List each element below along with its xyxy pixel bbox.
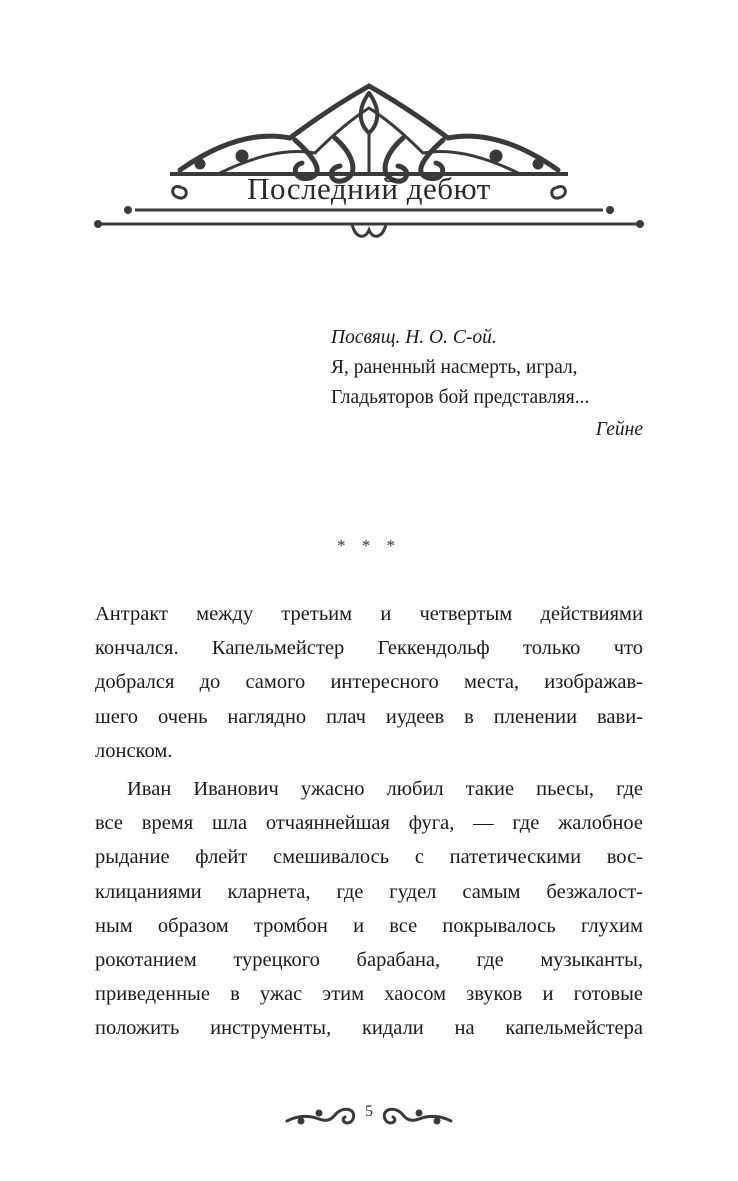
text-line: добрался до самого интересного места, изображав- (95, 671, 643, 694)
text-line: рокотанием турецкого барабана, где музыканты, (95, 949, 643, 972)
text-line: лонском. (95, 739, 173, 762)
chapter-title: Последний дебют (247, 171, 491, 206)
header-ornament (90, 78, 648, 248)
body-text (95, 597, 643, 1046)
paragraph (95, 597, 643, 768)
text-line: рыдание флейт смешивалось с патетическими вос- (95, 846, 643, 869)
text-line: все время шла отчаяннейшая фуга, — где жалобное (95, 812, 643, 835)
text-line: шего очень наглядно плач иудеев в пленении вави- (95, 705, 643, 728)
epigraph-dedication: Посвящ. Н. О. С-ой. (331, 327, 497, 348)
text-line: положить инструменты, кидали на капельмейстера (95, 1017, 643, 1040)
epigraph-author: Гейне (595, 419, 643, 440)
text-line: кончался. Капельмейстер Геккендольф только что (95, 637, 643, 660)
text-line: Иван Иванович ужасно любил такие пьесы, где (127, 778, 643, 801)
epigraph-line: Гладьяторов бой представляя... (331, 387, 590, 408)
text-line: ным образом тромбон и все покрывалось глухим (95, 914, 643, 937)
text-line: приведенные в ужас этим хаосом звуков и готовые (95, 983, 643, 1006)
paragraph (95, 772, 643, 1046)
text-line: клицаниями кларнета, где гудел самым безжалост- (95, 880, 643, 903)
text-line: Антракт между третьим и четвертым действиями (95, 603, 643, 625)
epigraph-line: Я, раненный насмерть, играл, (331, 357, 578, 378)
page-number: 5 (365, 1103, 373, 1120)
section-separator: * * * (337, 536, 401, 555)
epigraph (331, 323, 643, 445)
